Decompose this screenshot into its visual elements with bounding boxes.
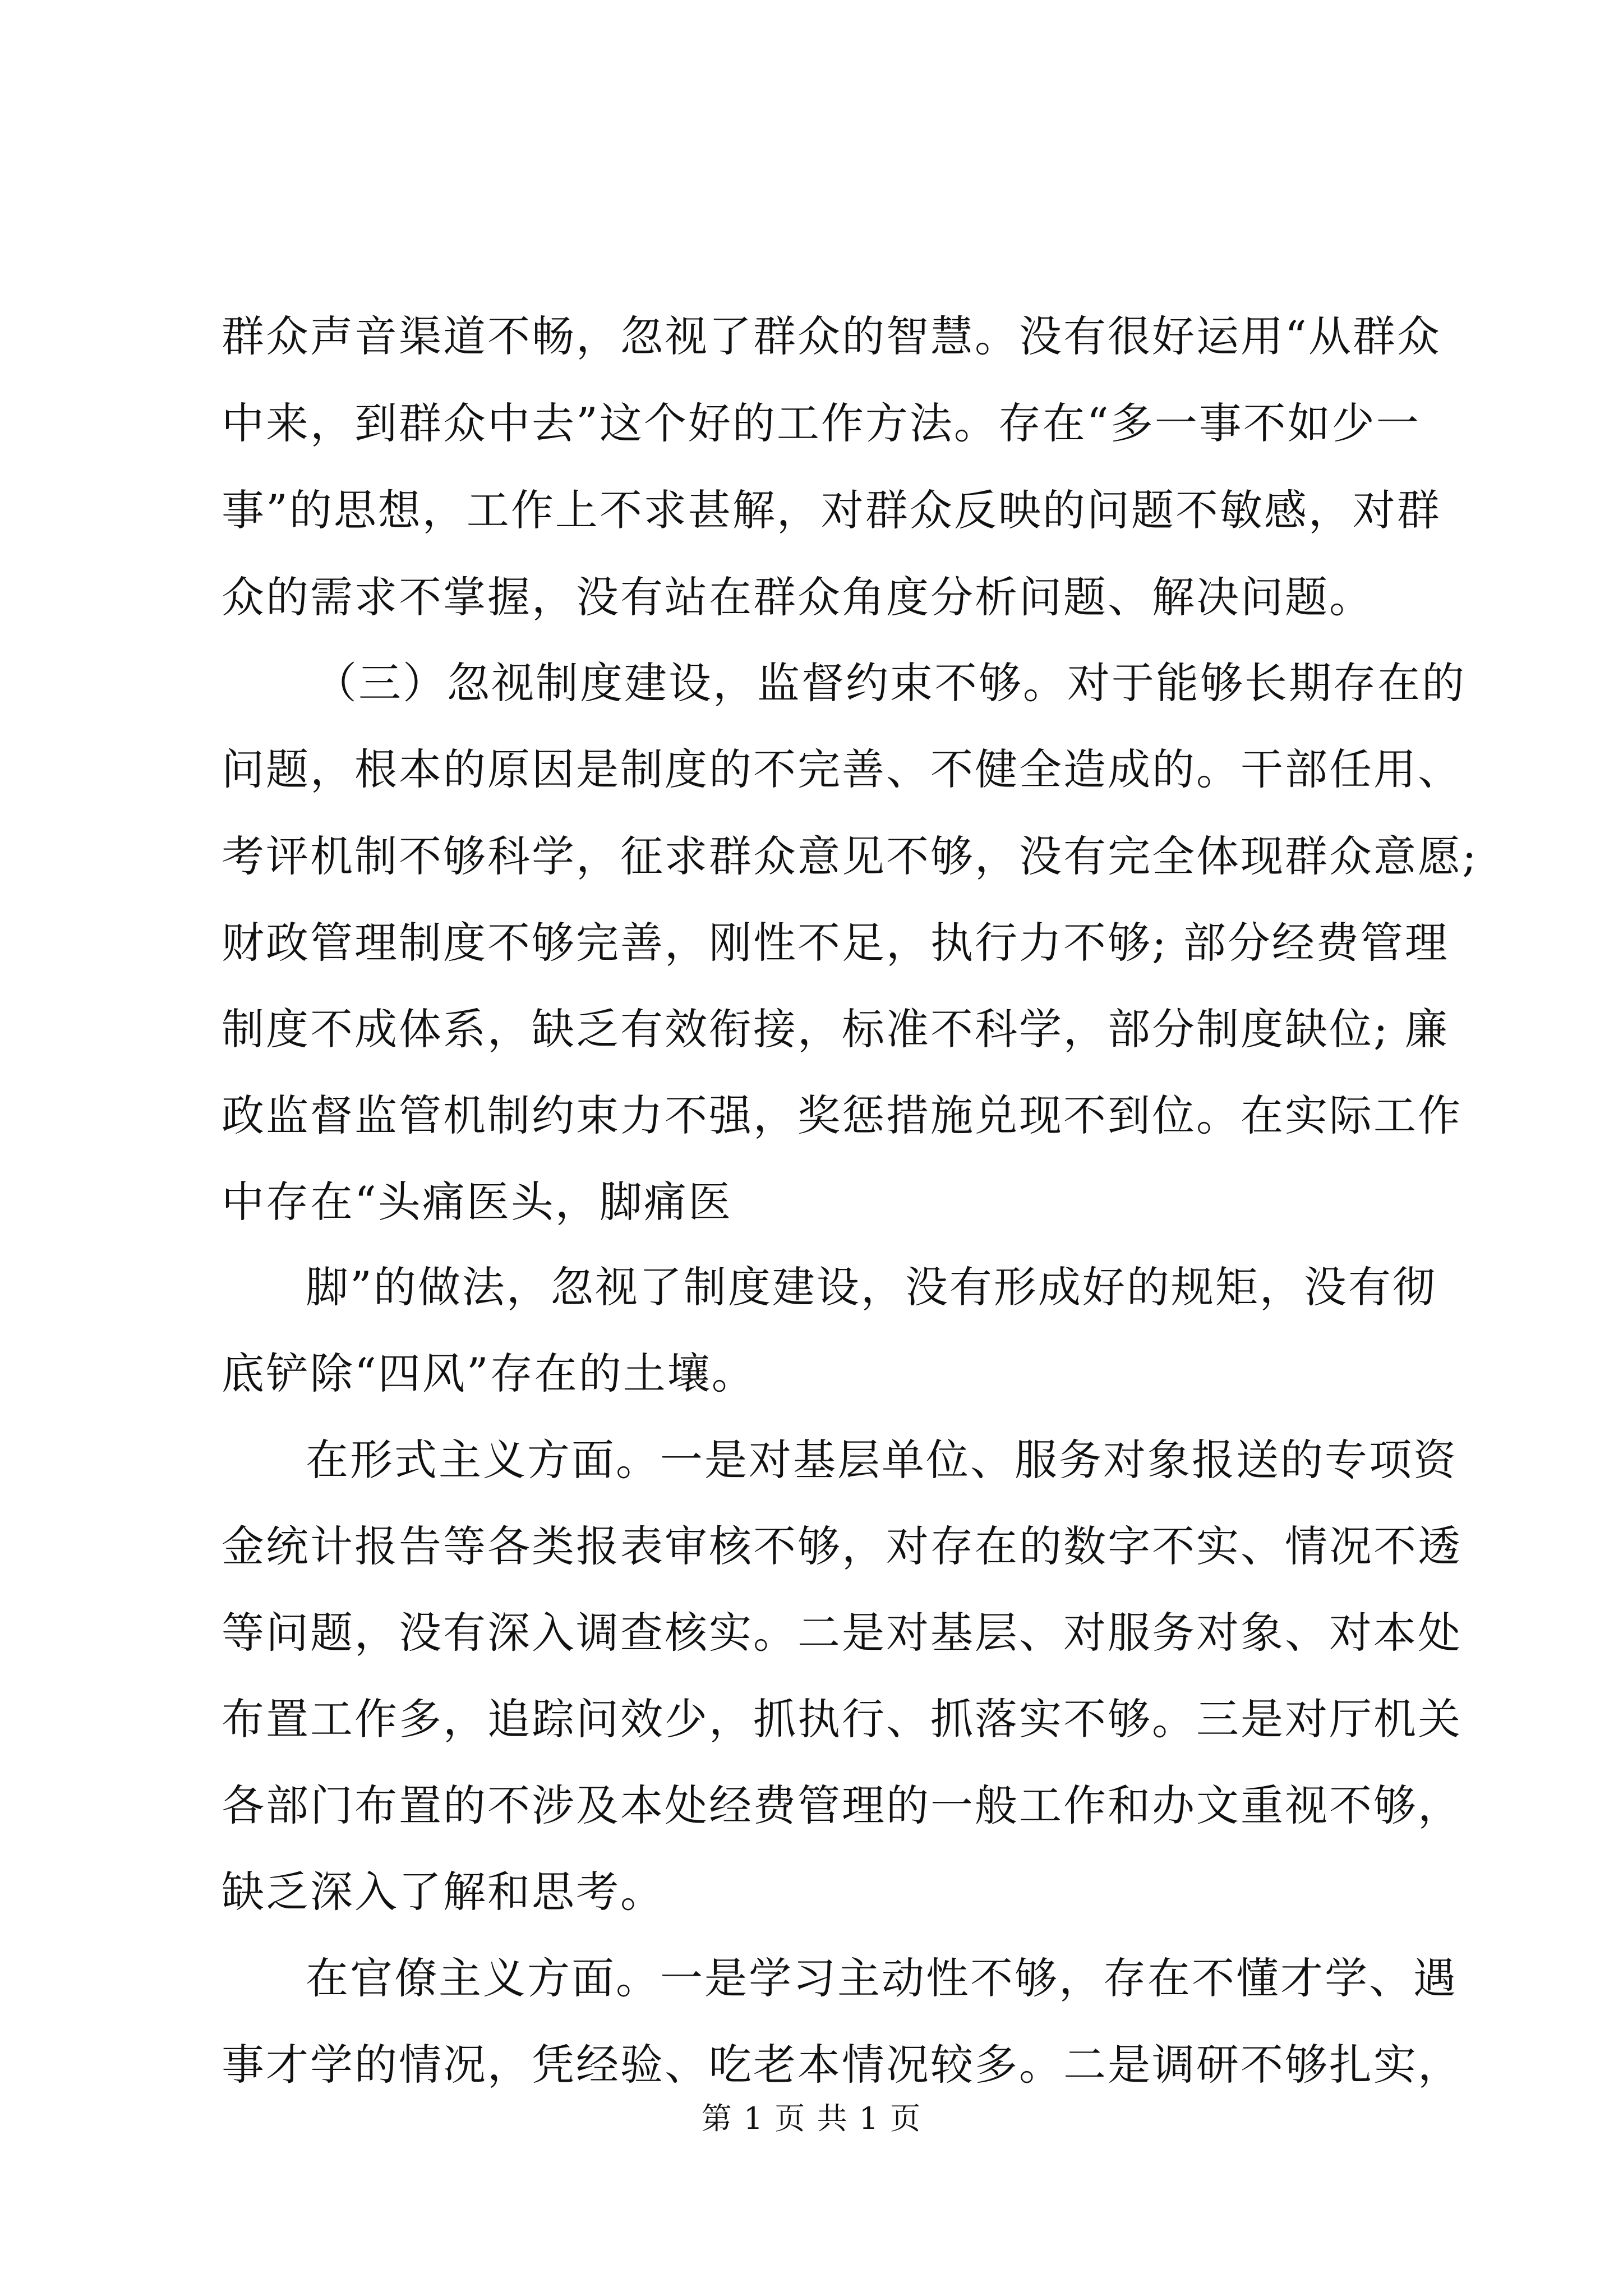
- body-line-12: 脚”的做法，忽视了制度建设，没有形成好的规矩，没有彻: [306, 1262, 1437, 1312]
- page-footer: 第 1 页 共 1 页: [701, 2101, 922, 2136]
- body-line-21: 事才学的情况，凭经验、吃老本情况较多。二是调研不够扎实，: [222, 2040, 1462, 2090]
- body-line-1: 群众声音渠道不畅，忽视了群众的智慧。没有很好运用“从群众: [222, 311, 1441, 361]
- body-line-19: 缺乏深入了解和思考。: [222, 1867, 665, 1917]
- body-line-9: 制度不成体系，缺乏有效衔接，标准不科学，部分制度缺位; 廉: [222, 1004, 1449, 1054]
- body-line-7: 考评机制不够科学，征求群众意见不够，没有完全体现群众意愿;: [222, 831, 1478, 881]
- body-line-2: 中来，到群众中去”这个好的工作方法。存在“多一事不如少一: [222, 398, 1421, 448]
- section-heading-line: （三）忽视制度建设，监督约束不够。对于能够长期存在的: [314, 658, 1466, 708]
- body-line-15: 金统计报告等各类报表审核不够，对存在的数字不实、情况不透: [222, 1521, 1462, 1571]
- body-line-8: 财政管理制度不够完善，刚性不足，执行力不够; 部分经费管理: [222, 918, 1449, 968]
- body-line-10: 政监督监管机制约束力不强，奖惩措施兑现不到位。在实际工作: [222, 1091, 1462, 1140]
- body-line-4: 众的需求不掌握，没有站在群众角度分析问题、解决问题。: [222, 572, 1373, 622]
- paragraph-bureaucratism-line-1: 在官僚主义方面。一是学习主动性不够，存在不懂才学、遇: [306, 1953, 1458, 2003]
- paragraph-formalism-line-1: 在形式主义方面。一是对基层单位、服务对象报送的专项资: [306, 1435, 1458, 1485]
- body-line-3: 事”的思想，工作上不求甚解，对群众反映的问题不敏感，对群: [222, 485, 1441, 535]
- body-line-6: 问题，根本的原因是制度的不完善、不健全造成的。干部任用、: [222, 744, 1462, 794]
- body-line-18: 各部门布置的不涉及本处经费管理的一般工作和办文重视不够，: [222, 1780, 1462, 1830]
- body-line-11: 中存在“头痛医头，脚痛医: [222, 1177, 732, 1227]
- body-line-17: 布置工作多，追踪问效少，抓执行、抓落实不够。三是对厅机关: [222, 1694, 1462, 1744]
- body-line-16: 等问题，没有深入调查核实。二是对基层、对服务对象、对本处: [222, 1608, 1462, 1658]
- body-line-13: 底铲除“四风”存在的土壤。: [222, 1349, 756, 1398]
